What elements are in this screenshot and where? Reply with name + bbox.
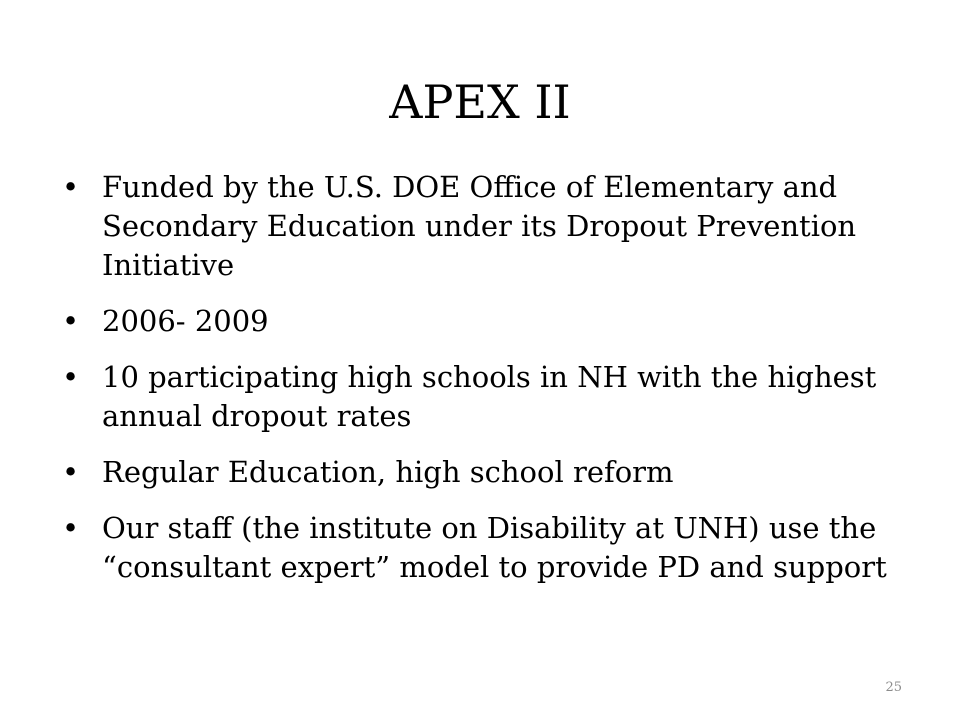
- page-number: 25: [885, 680, 902, 695]
- bullet-icon: •: [62, 304, 80, 338]
- bullet-icon: •: [62, 360, 80, 394]
- bullet-icon: •: [62, 170, 80, 204]
- bullet-icon: •: [62, 511, 80, 545]
- bullet-text: 10 participating high schools in NH with the highest annual dropout rates: [102, 360, 877, 433]
- list-item: [62, 302, 922, 341]
- list-item: [62, 358, 922, 436]
- list-item: [62, 509, 922, 587]
- list-item: [62, 168, 922, 285]
- bullet-text: Funded by the U.S. DOE Office of Elementary and Secondary Education under its Dropout Prevention Initiative: [102, 170, 857, 282]
- bullet-text: Regular Education, high school reform: [102, 455, 674, 489]
- bullet-text: 2006- 2009: [102, 304, 269, 338]
- bullet-list: [62, 168, 922, 604]
- bullet-icon: •: [62, 455, 80, 489]
- list-item: [62, 453, 922, 492]
- slide-title: APEX II: [389, 75, 571, 129]
- bullet-text: Our staff (the institute on Disability at UNH) use the “consultant expert” model to provide PD and support: [102, 511, 887, 584]
